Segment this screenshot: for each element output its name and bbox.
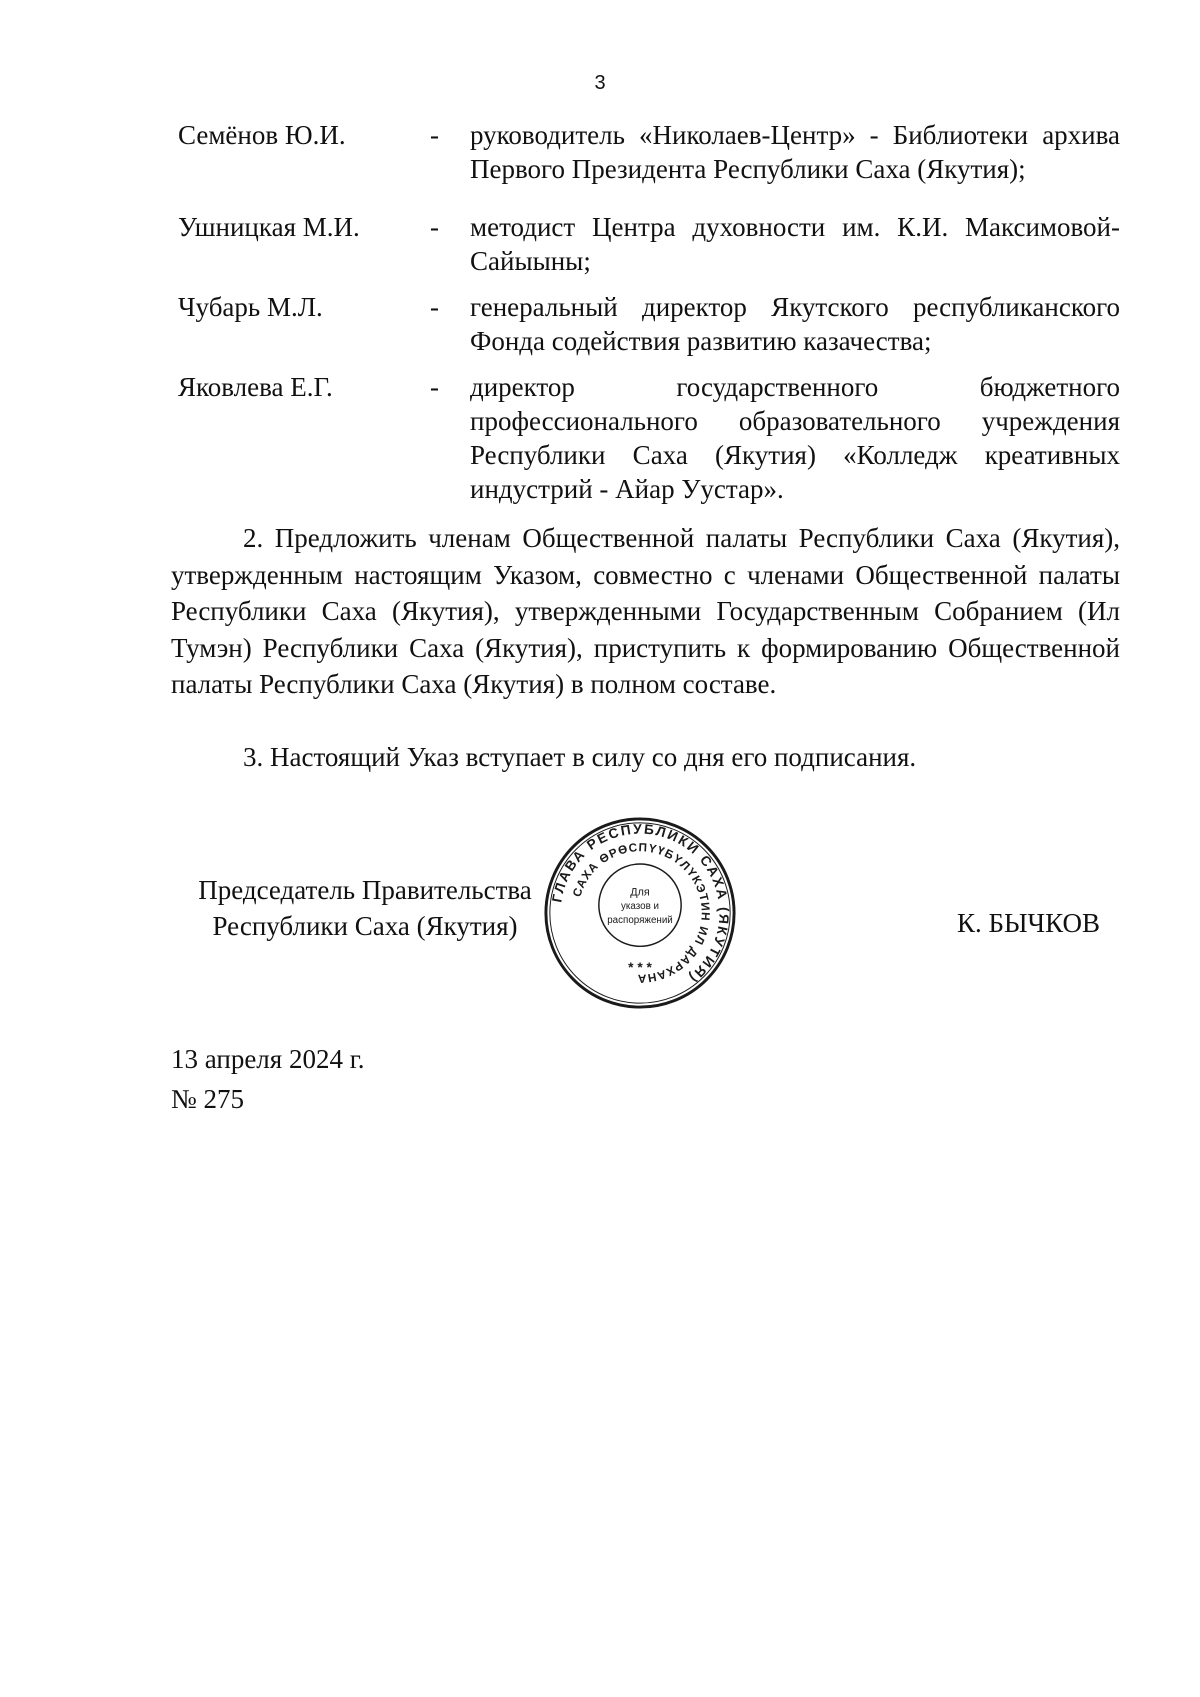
member-role: руководитель «Николаев-Центр» - Библиотеки архива Первого Президента Республики Саха (Якутия); <box>470 120 1120 184</box>
signer-name: К. БЫЧКОВ <box>957 908 1100 938</box>
member-row <box>178 210 1120 278</box>
member-dash: - <box>430 212 439 242</box>
member-name: Семёнов Ю.И. <box>178 120 346 150</box>
member-dash: - <box>430 292 439 322</box>
paragraph-2: 2. Предложить членам Общественной палаты Республики Саха (Якутия), утвержденным настоящим Указом, совместно с членами Общественной палаты Республики Саха (Якутия), утвержденными Государственным Собранием (Ил Тумэн) Республики Саха (Якутия), приступить к формированию Общественной палаты Республики Саха (Якутия) в полном составе. <box>171 523 1120 699</box>
seal-stars: * * * <box>628 959 652 975</box>
seal-center-line1: Для <box>630 886 650 899</box>
member-role: генеральный директор Якутского республиканского Фонда содействия развитию казачества; <box>470 292 1120 356</box>
member-role: директор государственного бюджетного профессионального образовательного учреждения Республики Саха (Якутия) «Колледж креативных индустрий - Айар Уустар». <box>470 372 1120 504</box>
signer-title <box>180 872 550 944</box>
member-row <box>178 290 1120 358</box>
decree-number: № 275 <box>171 1084 245 1114</box>
member-dash: - <box>430 120 439 150</box>
seal-middle-text: САХА ӨРӨСПYҮБYЛYКЭТИН ИЛ ДАРХАНА <box>570 841 712 985</box>
signer-title-line1: Председатель Правительства <box>198 875 532 905</box>
member-row <box>178 118 1120 186</box>
signer-title-line2: Республики Саха (Якутия) <box>212 911 518 941</box>
decree-date: 13 апреля 2024 г. <box>171 1044 365 1074</box>
official-seal-stamp <box>542 815 738 1011</box>
member-row <box>178 370 1120 506</box>
member-role: методист Центра духовности им. К.И. Максимовой-Сайыыны; <box>470 212 1120 276</box>
member-name: Яковлева Е.Г. <box>178 372 333 402</box>
seal-center-line3: распоряжений <box>607 914 673 926</box>
member-name: Ушницкая М.И. <box>178 212 360 242</box>
member-dash: - <box>430 372 439 402</box>
seal-outer-text: ГЛАВА РЕСПУБЛИКИ САХА (ЯКУТИЯ) <box>549 821 732 987</box>
page-number: 3 <box>594 72 606 94</box>
member-name: Чубарь М.Л. <box>178 292 323 322</box>
seal-center-line2: указов и <box>621 901 659 913</box>
paragraph-3: 3. Настоящий Указ вступает в силу со дня его подписания. <box>243 742 917 772</box>
